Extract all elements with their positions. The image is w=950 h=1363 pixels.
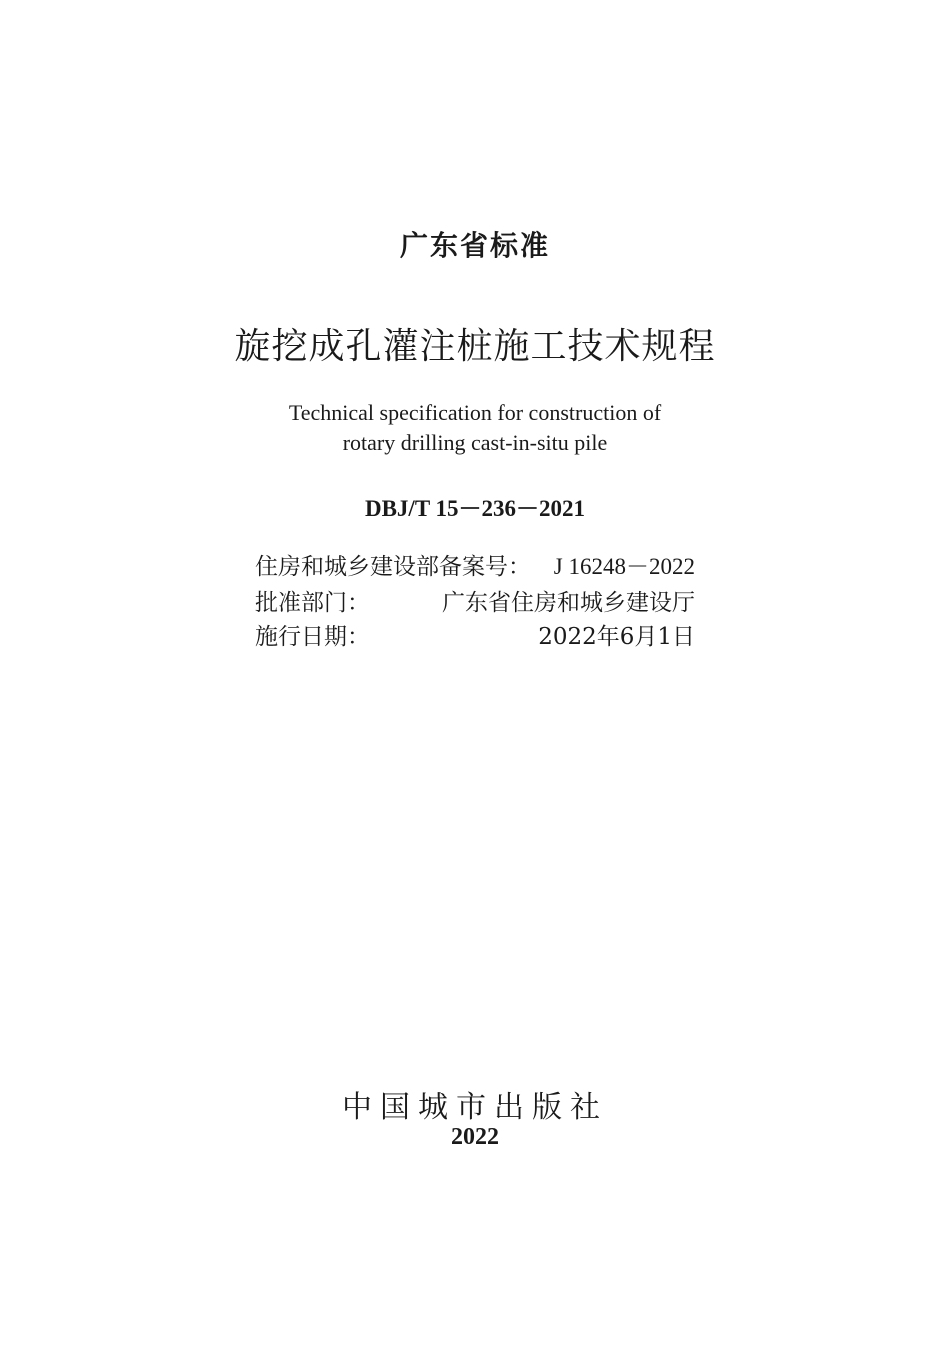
effective-date-row: [255, 622, 695, 652]
record-number-row: [255, 552, 695, 582]
effective-date-value: 2022年6月1日: [538, 624, 695, 650]
standard-code: DBJ/T 15－236－2021: [364, 496, 586, 521]
document-title-english-line-1: Technical specification for construction of: [288, 400, 662, 425]
approval-department-row: [255, 588, 695, 618]
record-number-value: J 16248－2022: [553, 554, 695, 579]
document-title-english-line-2: rotary drilling cast-in-situ pile: [342, 430, 608, 455]
document-title-chinese: 旋挖成孔灌注桩施工技术规程: [234, 326, 716, 367]
approval-department-value: 广东省住房和城乡建设厅: [442, 590, 695, 616]
record-number-label: 住房和城乡建设部备案号：: [255, 554, 531, 580]
standard-category: 广东省标准: [399, 229, 550, 262]
approval-department-label: 批准部门：: [255, 590, 370, 616]
effective-date-label: 施行日期：: [255, 624, 370, 650]
publication-year: 2022: [451, 1124, 499, 1150]
publisher-name: 中国城市出版社: [342, 1090, 608, 1125]
